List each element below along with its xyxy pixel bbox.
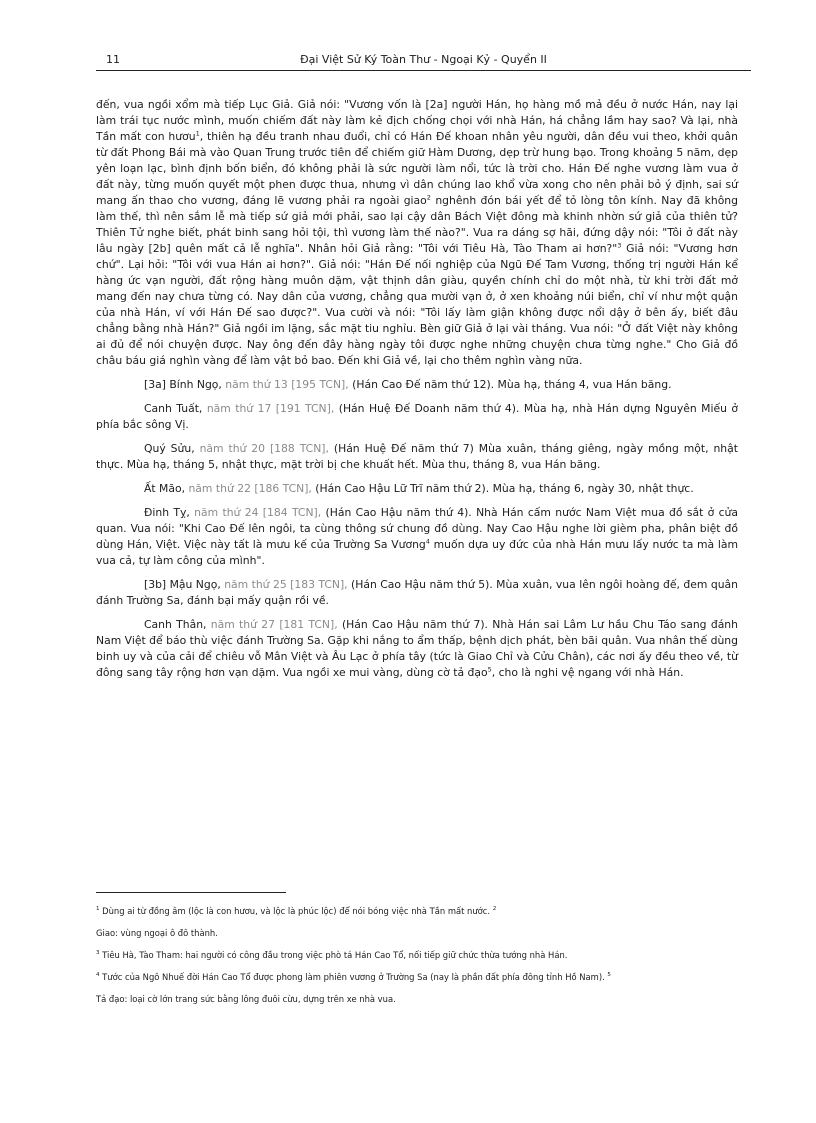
annal-entry: [3b] Mậu Ngọ, năm thứ 25 [183 TCN], (Hán Cao Hậu năm thứ 5). Mùa xuân, vua lên ngôi hoàng đế, đem quân đánh Trường Sa, đánh bại mấy quận rồi về. xyxy=(96,578,739,607)
year-reference: năm thứ 27 [181 TCN], xyxy=(210,618,338,631)
year-reference: năm thứ 24 [184 TCN], xyxy=(194,506,322,519)
footnotes xyxy=(96,905,738,1015)
body-text xyxy=(96,97,738,689)
footnote-ref[interactable]: 3 xyxy=(617,241,622,250)
annal-entry: Đinh Tỵ, năm thứ 24 [184 TCN], (Hán Cao Hậu năm thứ 4). Nhà Hán cấm nước Nam Việt mua đồ sắt ở cửa quan. Vua nói: "Khi Cao Đế lên ngôi, ta cùng thông sứ chung đồ dùng. Nay Cao Hậu nghe lời gièm pha, phân biệt đồ dùng Hán, Việt. Việc này tất là mưu kế của Trường Sa Vương$^4$ muốn dựa uy đức của nhà Hán mưu lấy nước ta mà làm vua cả, tự làm công của mình". xyxy=(96,506,739,567)
year-reference: năm thứ 25 [183 TCN], xyxy=(224,578,348,591)
year-reference: năm thứ 20 [188 TCN], xyxy=(199,442,329,455)
footnote-ref[interactable]: 4 xyxy=(425,537,430,546)
footnote-ref[interactable]: 1 xyxy=(195,129,200,138)
page-number: 11 xyxy=(106,53,120,66)
annal-entry: [3a] Bính Ngọ, năm thứ 13 [195 TCN], (Hán Cao Đế năm thứ 12). Mùa hạ, tháng 4, vua Hán băng. xyxy=(144,378,672,391)
annal-entry: Canh Thân, năm thứ 27 [181 TCN], (Hán Cao Hậu năm thứ 7). Nhà Hán sai Lâm Lư hầu Chu Táo sang đánh Nam Việt để báo thù việc đánh Trường Sa. Gặp khi nắng to ẩm thấp, bệnh dịch phát, bèn bãi quân. Vua nhân thế dùng binh uy và của cải để chiêu vỗ Mân Việt và Âu Lạc ở phía tây (tức là Giao Chỉ và Cửu Chân), các nơi ấy đều theo về, từ đông sang tây rộng hơn vạn dặm. Vua ngồi xe mui vàng, dùng cờ tả đạo$^5$, cho là nghi vệ ngang với nhà Hán. xyxy=(96,618,738,679)
annal-entry: Ất Mão, năm thứ 22 [186 TCN], (Hán Cao Hậu Lữ Trĩ năm thứ 2). Mùa hạ, tháng 6, ngày 30, nhật thực. xyxy=(144,482,694,495)
year-reference: năm thứ 22 [186 TCN], xyxy=(188,482,312,495)
annal-entry: Canh Tuất, năm thứ 17 [191 TCN], (Hán Huệ Đế Doanh năm thứ 4). Mùa hạ, nhà Hán dựng Nguyên Miếu ở phía bắc sông Vị. xyxy=(96,402,738,431)
footnote-ref[interactable]: 2 xyxy=(426,193,431,202)
annal-entry: Quý Sửu, năm thứ 20 [188 TCN], (Hán Huệ Đế năm thứ 7) Mùa xuân, tháng giêng, ngày mồng một, nhật thực. Mùa hạ, tháng 5, nhật thực, mặt trời bị che khuất hết. Mùa thu, tháng 8, vua Hán băng. xyxy=(96,442,739,471)
footnote-separator xyxy=(96,892,286,893)
running-title: Đại Việt Sử Ký Toàn Thư - Ngoại Kỷ - Quyển II xyxy=(300,53,547,66)
footnote: $^4$ Tước của Ngô Nhuế đời Hán Cao Tổ được phong làm phiên vương ở Trường Sa (nay là phần đất phía đông tỉnh Hồ Nam). $^5$ xyxy=(96,972,611,982)
year-reference: năm thứ 13 [195 TCN], xyxy=(225,378,349,391)
page-header xyxy=(96,50,751,71)
year-reference: năm thứ 17 [191 TCN], xyxy=(206,402,335,415)
footnote: $^3$ Tiêu Hà, Tào Tham: hai người có công đầu trong việc phò tá Hán Cao Tổ, nối tiếp giữ chức thừa tướng nhà Hán. xyxy=(96,950,568,960)
footnote-ref[interactable]: 5 xyxy=(487,665,492,674)
paragraph-continuation: đến, vua ngồi xổm mà tiếp Lục Giả. Giả nói: "Vương vốn là [2a] người Hán, họ hàng mồ mả đều ở nước Hán, nay lại làm trái tục nước mình, muốn chiếm đất này làm kẻ địch chống chọi với nhà Hán, há chẳng lầm hay sao? Và lại, nhà Tần mất con hươu$^1$, thiên hạ đều tranh nhau đuổi, chỉ có Hán Đế khoan nhân yêu người, dân đều vui theo, khởi quân từ đất Phong Bái mà vào Quan Trung trước tiên để chiếm giữ Hàm Dương, dẹp trừ hung bạo. Trong khoảng 5 năm, dẹp yên loạn lạc, bình định bốn biển, đó không phải là sức người làm nổi, tức là trời cho. Hán Đế nghe vương làm vua ở đất này, từng muốn quyết một phen được thua, nhưng vì dân chúng lao khổ vừa xong cho nên phải bỏ ý định, sai sứ mang ấn thao cho vương, đáng lẽ vương phải ra ngoài giao$^2$ nghênh đón bái yết để tỏ lòng tôn kính. Nay đã không làm thế, thì nên sắm lễ mà tiếp sứ giả mới phải, sao lại cậy dân Bách Việt đông mà khinh nhờn sứ giả của thiên tử? Thiên Tử nghe biết, phát binh sang hỏi tội, thì vương làm thế nào?". Vua ra dáng sợ hãi, đứng dậy nói: "Tôi ở đất này lâu ngày [2b] quên mất cả lễ nghĩa". Nhân hỏi Giả rằng: "Tôi với Tiêu Hà, Tào Tham ai hơn?"$^3$ Giả nói: "Vương hơn chứ". Lại hỏi: "Tôi với vua Hán ai hơn?". Giả nói: "Hán Đế nối nghiệp của Ngũ Đế Tam Vương, thống trị người Hán kể hàng ức vạn người, đất rộng hàng muôn dặm, vật thịnh dân giàu, quyền chính chỉ do một nhà, từ khi trời đất mở mang đến nay chưa từng có. Nay dân của vương, chẳng qua mười vạn ở, ở xen khoảng núi biển, chỉ ví như một quận của nhà Hán, ví với Hán Đế sao được?". Vua cười và nói: "Tôi lấy làm giận không được nổi dậy ở bên ấy, biết đâu chẳng bằng nhà Hán?" Giả ngồi im lặng, sắc mặt tiu nghỉu. Bèn giữ Giả ở lại vài tháng. Vua nói: "Ở đất Việt này không ai đủ để nói chuyện được. Nay ông đến đây hàng ngày tôi được nghe những chuyện chưa từng nghe." Cho Giả đồ châu báu giá nghìn vàng để làm vật bỏ bao. Đến khi Giả về, lại cho thêm nghìn vàng nữa. xyxy=(96,98,738,367)
footnote: Tả đạo: loại cờ lớn trang sức bằng lông đuôi cừu, dựng trên xe nhà vua. xyxy=(96,994,396,1004)
footnote: Giao: vùng ngoại ô đô thành. xyxy=(96,928,218,938)
footnote: $^1$ Dùng ai từ đồng âm (lộc là con hươu, và lộc là phúc lộc) để nói bóng việc nhà Tần mất nước. $^2$ xyxy=(96,906,497,916)
